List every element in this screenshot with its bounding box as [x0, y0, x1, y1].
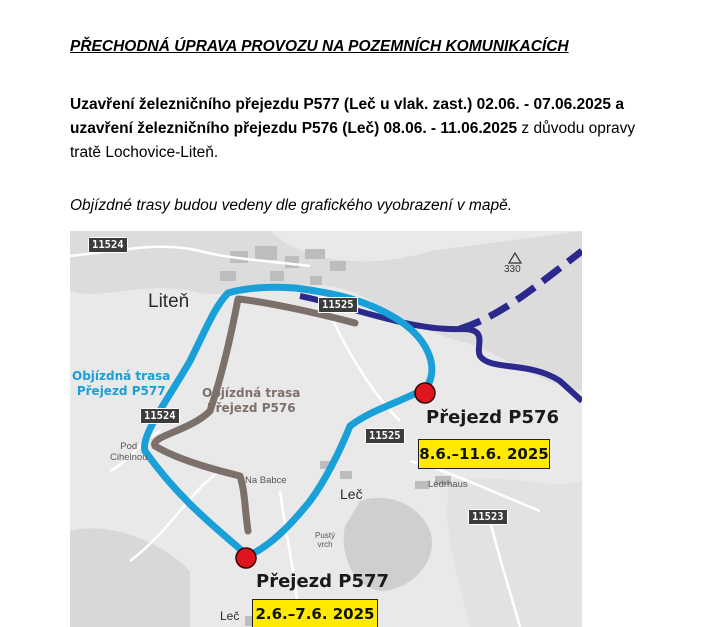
- place-pod-cihelnou: Pod Cihelnou: [110, 441, 148, 463]
- detour-map: [70, 231, 582, 627]
- road-number-11524-mid: 11524: [140, 408, 180, 424]
- reason-text-line2: tratě Lochovice-Liteň.: [70, 144, 219, 161]
- crossing-p576-dates: 8.6.–11.6. 2025: [418, 439, 550, 469]
- legend-route-p576: Objízdná trasa Přejezd P576: [202, 386, 301, 415]
- road-number-11525-top: 11525: [318, 297, 358, 313]
- closure-p577-text: Uzavření železničního přejezdu P577 (Leč u vlak. zast.) 02.06. - 07.06.2025 a: [70, 96, 624, 113]
- place-ledrhaus: Lédrhaus: [428, 479, 468, 490]
- closure-p576-text: uzavření železničního přejezdu P576 (Leč) 08.06. - 11.06.2025: [70, 120, 518, 137]
- town-lec-mid: Leč: [340, 486, 363, 502]
- road-number-11525-mid: 11525: [365, 428, 405, 444]
- town-liten: Liteň: [148, 291, 190, 312]
- legend-route-p577: Objízdná trasa Přejezd P577: [72, 369, 171, 398]
- reason-text: z důvodu opravy: [517, 120, 636, 137]
- closure-paragraph: [70, 93, 690, 165]
- place-pusty-vrch: Pustý vrch: [315, 531, 336, 549]
- town-lec-bottom: Leč: [220, 609, 240, 623]
- road-number-11523: 11523: [468, 509, 508, 525]
- elevation-label: 330: [504, 264, 521, 275]
- closure-marker-p576: [415, 383, 435, 403]
- road-number-11524-top: 11524: [88, 237, 128, 253]
- crossing-p576-label: Přejezd P576: [426, 407, 560, 428]
- map-graphics: [70, 231, 582, 627]
- place-na-babce: Na Babce: [245, 475, 287, 486]
- document-heading: PŘECHODNÁ ÚPRAVA PROVOZU NA POZEMNÍCH KOMUNIKACÍCH: [70, 38, 569, 55]
- closure-marker-p577: [236, 548, 256, 568]
- detour-note: Objízdné trasy budou vedeny dle grafického vyobrazení v mapě.: [70, 197, 513, 214]
- crossing-p577-label: Přejezd P577: [256, 571, 390, 592]
- crossing-p577-dates: 2.6.–7.6. 2025: [252, 599, 378, 627]
